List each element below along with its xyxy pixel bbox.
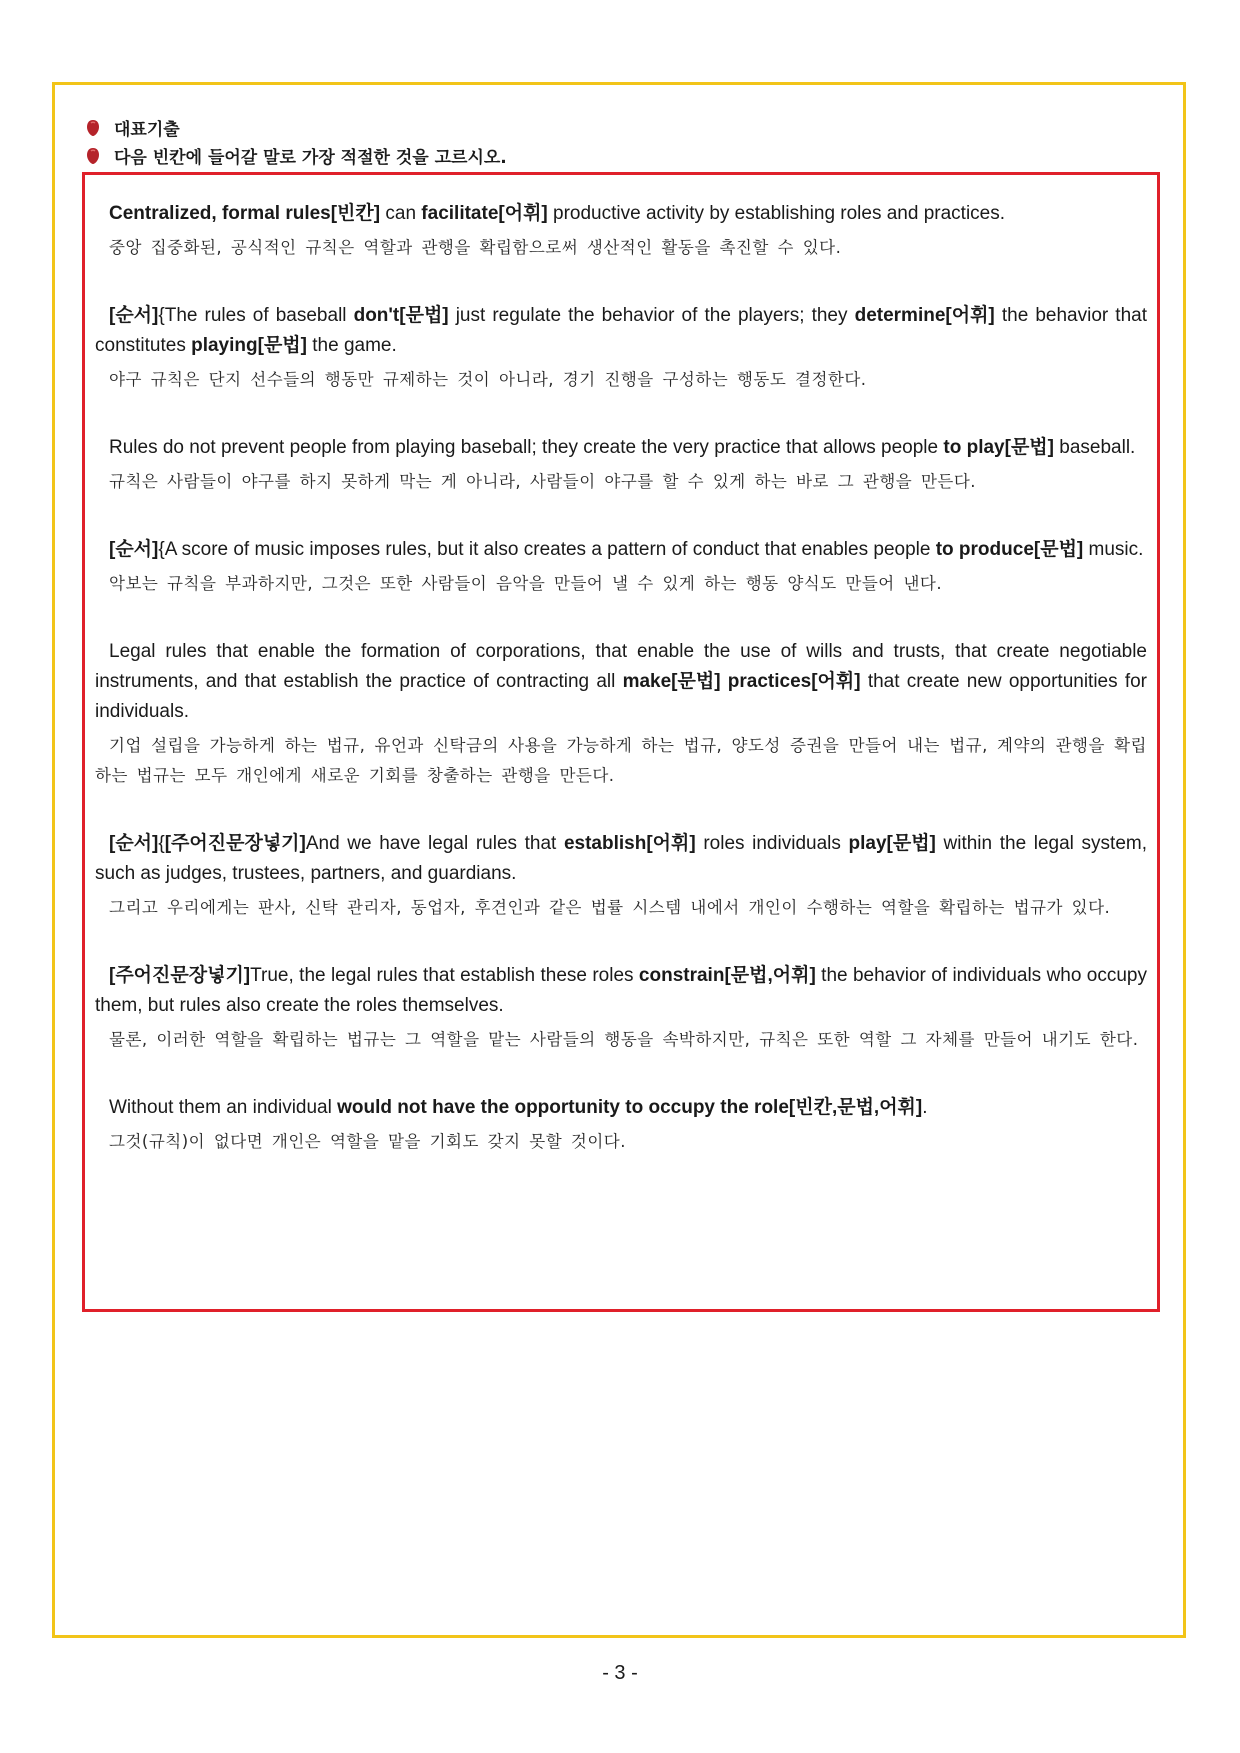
annotation-bold: playing[문법] [191,335,307,356]
annotation-bold: to produce[문법] [935,539,1084,560]
annotation-bold: [순서] [109,539,159,560]
sentence-1-korean: 중앙 집중화된, 공식적인 규칙은 역할과 관행을 확립함으로써 생산적인 활동을 촉진할 수 있다. [109,238,842,257]
sentence-text [721,671,728,692]
annotation-bold: constrain[문법,어휘] [638,965,816,986]
sentence-text: the behavior that constitutes [95,305,1147,356]
sentence-text: that create new opportunities for individuals. [95,671,1148,722]
sentence-1-english [95,199,1147,229]
annotation-bold: [순서] [109,305,159,326]
sentence-6-korean: 그리고 우리에게는 판사, 신탁 관리자, 동업자, 후견인과 같은 법률 시스템 내에서 개인이 수행하는 역할을 확립하는 법규가 있다. [109,898,1111,917]
sentence-text: {A score of music imposes rules, but it also creates a pattern of conduct that enables people [158,539,936,560]
annotation-bold: [주어진문장넣기] [164,833,306,854]
annotation-bold: facilitate[어휘] [421,203,548,224]
sentence-text: Without them an individual [109,1097,338,1118]
sentence-text: { [158,833,165,854]
sentence-text: within the legal system, such as judges, trustees, partners, and guardians. [95,833,1147,884]
sentence-text: Legal rules that enable the formation of corporations, that enable the use of wills and trusts, that create negotiable instruments, and that establish the practice of contracting all [95,641,1147,692]
passage-box [82,172,1160,1312]
sentence-4-english [95,535,1147,565]
annotation-bold: would not have the opportunity to occupy the role[빈칸,문법,어휘] [337,1097,923,1118]
red-bullet-icon [86,119,100,137]
annotation-bold: make[문법] [622,671,721,692]
sentence-text: baseball. [1053,437,1136,458]
sentence-text: roles individuals [695,833,849,854]
annotation-bold: don't[문법] [353,305,449,326]
page-number: - 3 - [602,1662,638,1684]
sentence-text: Rules do not prevent people from playing baseball; they create the very practice that allows people [109,437,944,458]
sentence-text: can [380,203,422,224]
sentence-8-korean: 그것(규칙)이 없다면 개인은 역할을 맡을 기회도 갖지 못할 것이다. [109,1132,626,1151]
sentence-2-english [95,301,1147,361]
annotation-bold: [주어진문장넣기] [109,965,251,986]
sentence-6-english [95,829,1147,889]
annotation-bold: to play[문법] [943,437,1054,458]
sentence-3-korean: 규칙은 사람들이 야구를 하지 못하게 막는 게 아니라, 사람들이 야구를 할 수 있게 하는 바로 그 관행을 만든다. [109,472,977,491]
sentence-4-korean: 악보는 규칙을 부과하지만, 그것은 또한 사람들이 음악을 만들어 낼 수 있게 하는 행동 양식도 만들어 낸다. [109,574,943,593]
sentence-5-english [95,637,1147,727]
annotation-bold: determine[어휘] [854,305,995,326]
sentence-text: productive activity by establishing roles and practices. [547,203,1006,224]
sentence-text: music. [1083,539,1144,560]
annotation-bold: establish[어휘] [563,833,696,854]
sentence-7-english [95,961,1147,1021]
header-category-label: 대표기출 [114,120,180,140]
annotation-bold: Centralized, formal rules[빈칸] [109,203,381,224]
annotation-bold: [순서] [109,833,159,854]
sentence-text: just regulate the behavior of the players; they [448,305,855,326]
header-category [86,115,180,140]
sentence-7-korean: 물론, 이러한 역할을 확립하는 법규는 그 역할을 맡는 사람들의 행동을 속박하지만, 규칙은 또한 역할 그 자체를 만들어 내기도 한다. [109,1030,1139,1049]
sentence-text: {The rules of baseball [158,305,354,326]
sentence-text: True, the legal rules that establish these roles [250,965,639,986]
red-bullet-icon [86,147,100,165]
sentence-3-english [95,433,1147,463]
annotation-bold: practices[어휘] [727,671,861,692]
sentence-2-korean: 야구 규칙은 단지 선수들의 행동만 규제하는 것이 아니라, 경기 진행을 구성하는 행동도 결정한다. [109,370,867,389]
annotation-bold: play[문법] [848,833,936,854]
sentence-text: the behavior of individuals who occupy them, but rules also create the roles themselves. [95,965,1148,1016]
sentence-text: the game. [306,335,397,356]
header-instruction [86,143,507,168]
sentence-5-korean: 기업 설립을 가능하게 하는 법규, 유언과 신탁금의 사용을 가능하게 하는 법규, 양도성 증권을 만들어 내는 법규, 계약의 관행을 확립하는 법규는 모두 개인에게 새로운 기회를 창출하는 관행을 만든다. [95,736,1147,785]
sentence-text: . [922,1097,928,1118]
sentence-8-english [95,1093,1147,1123]
header-instruction-label: 다음 빈칸에 들어갈 말로 가장 적절한 것을 고르시오. [114,148,507,168]
sentence-text: And we have legal rules that [305,833,564,854]
